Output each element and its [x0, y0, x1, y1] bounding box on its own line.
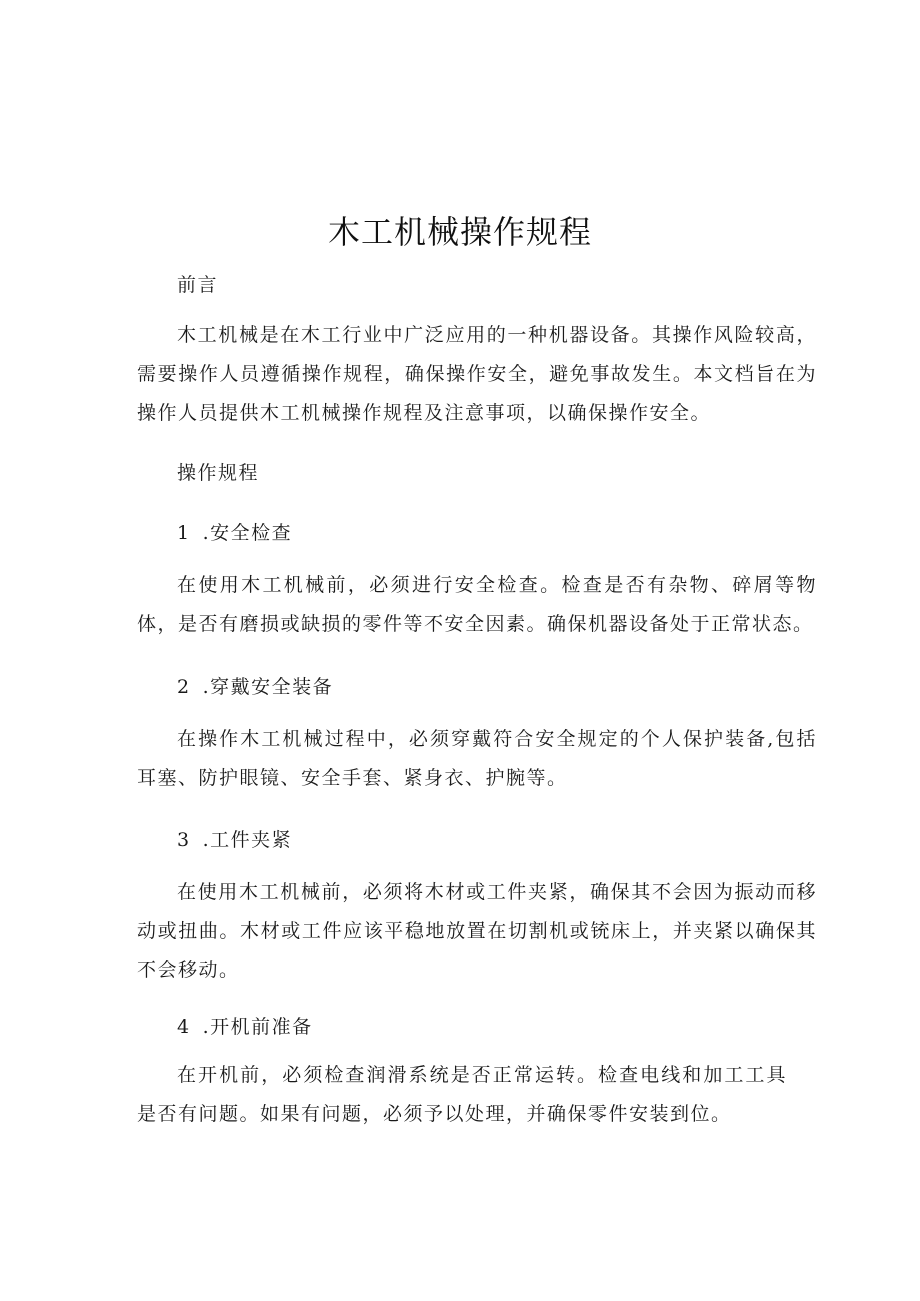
- preface-paragraph: 木工机械是在木工行业中广泛应用的一种机器设备。其操作风险较高，需要操作人员遵循操作规程，确保操作安全，避免事故发生。本文档旨在为操作人员提供木工机械操作规程及注意事项，以确保操作安全。: [137, 324, 817, 424]
- preface-heading: 前言: [177, 274, 219, 296]
- section-4-paragraph: 在开机前，必须检查润滑系统是否正常运转。检查电线和加工工具是否有问题。如果有问题，必须予以处理，并确保零件安装到位。: [137, 1064, 787, 1125]
- section-1-number: 1: [177, 522, 191, 544]
- section-2-title: .穿戴安全装备: [202, 676, 334, 698]
- section-3-number: 3: [177, 829, 191, 851]
- section-4-number: 4: [177, 1016, 191, 1038]
- section-2-number: 2: [177, 676, 191, 698]
- section-4-title: .开机前准备: [202, 1016, 313, 1038]
- section-2-paragraph: 在操作木工机械过程中，必须穿戴符合安全规定的个人保护装备,包括耳塞、防护眼镜、安全手套、紧身衣、护腕等。: [137, 728, 817, 789]
- section-3-title: .工件夹紧: [202, 829, 293, 851]
- section-1-heading: [177, 518, 292, 548]
- section-3-heading: [177, 825, 292, 855]
- section-1-paragraph: 在使用木工机械前，必须进行安全检查。检查是否有杂物、碎屑等物体，是否有磨损或缺损的零件等不安全因素。确保机器设备处于正常状态。: [137, 574, 817, 635]
- rules-heading: 操作规程: [177, 462, 260, 484]
- section-1-title: .安全检查: [202, 522, 293, 544]
- document-title: 木工机械操作规程: [327, 213, 592, 251]
- section-4-heading: [177, 1012, 313, 1042]
- section-3-paragraph: 在使用木工机械前，必须将木材或工件夹紧，确保其不会因为振动而移动或扭曲。木材或工件应该平稳地放置在切割机或铳床上，并夹紧以确保其不会移动。: [137, 881, 817, 981]
- section-2-heading: [177, 672, 333, 702]
